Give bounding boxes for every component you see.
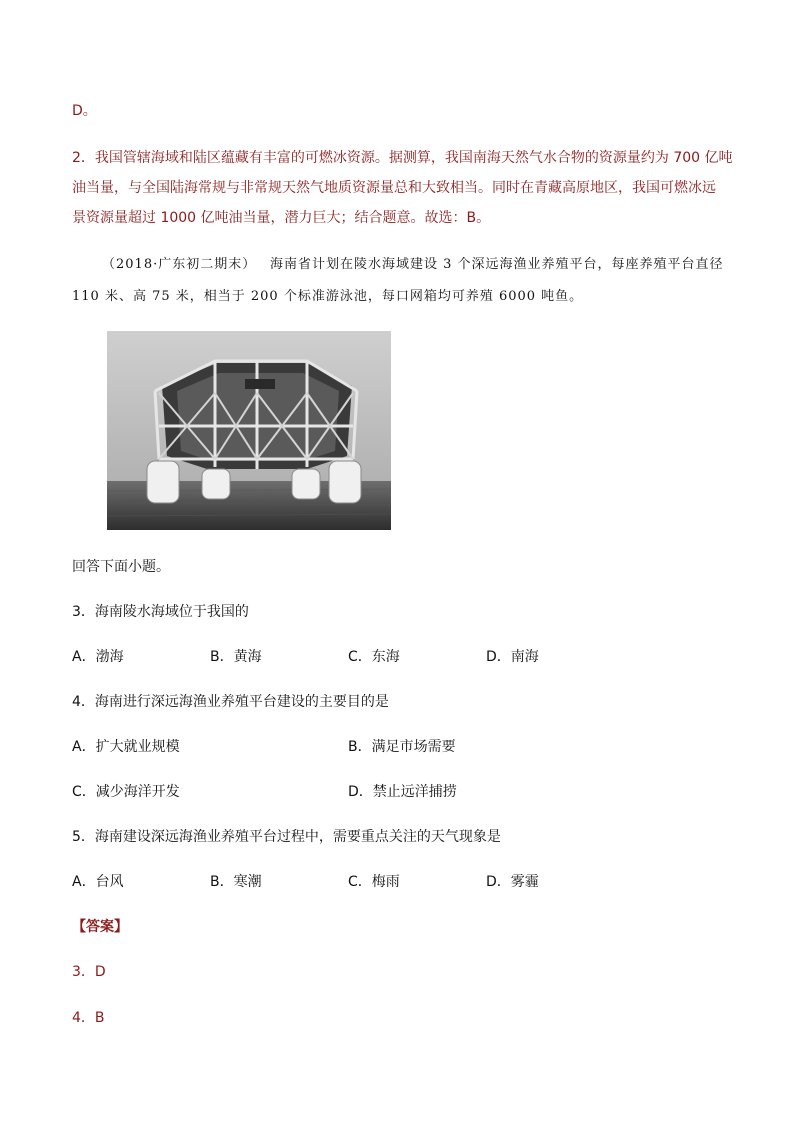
question-5-option-a: A．台风 — [72, 874, 124, 890]
question-3-option-a: A．渤海 — [72, 649, 124, 665]
passage-line-1: 海南省计划在陵水海域建设 3 个深远海渔业养殖平台，每座养殖平台直径 — [270, 257, 724, 272]
question-4-option-c: C．减少海洋开发 — [72, 784, 180, 800]
question-3-option-b: B．黄海 — [210, 649, 262, 665]
q2-answer-line-1: 2．我国管辖海域和陆区蕴藏有丰富的可燃冰资源。据测算，我国南海天然气水合物的资源量约为 700 亿吨 — [72, 150, 733, 166]
question-4-option-a: A．扩大就业规模 — [72, 739, 180, 755]
question-5-stem: 5．海南建设深远海渔业养殖平台过程中，需要重点关注的天气现象是 — [72, 829, 501, 845]
question-4-stem: 4．海南进行深远海渔业养殖平台建设的主要目的是 — [72, 694, 389, 710]
question-4-option-d: D．禁止远洋捕捞 — [348, 784, 457, 800]
question-4-option-b: B．满足市场需要 — [348, 739, 456, 755]
question-3-stem: 3．海南陵水海域位于我国的 — [72, 604, 249, 620]
question-3-option-c: C．东海 — [348, 649, 400, 665]
answer-heading: 【答案】 — [72, 919, 128, 935]
answer-item-3: 3．D — [72, 964, 106, 980]
question-5-option-d: D．雾霾 — [486, 874, 539, 890]
passage-line-2: 110 米、高 75 米，相当于 200 个标准游泳池，每口网箱均可养殖 6000 吨鱼。 — [72, 289, 584, 304]
question-3-option-d: D．南海 — [486, 649, 539, 665]
answer-item-4: 4．B — [72, 1010, 105, 1026]
instruction: 回答下面小题。 — [72, 559, 170, 575]
prev-answer-tail: D。 — [72, 103, 97, 119]
aquaculture-platform-photo — [107, 331, 391, 530]
question-5-option-c: C．梅雨 — [348, 874, 400, 890]
question-5-option-b: B．寒潮 — [210, 874, 262, 890]
q2-answer-line-2: 油当量，与全国陆海常规与非常规天然气地质资源量总和大致相当。同时在青藏高原地区，我国可燃冰远 — [72, 180, 716, 196]
passage-source: （2018·广东初二期末） — [102, 257, 257, 272]
q2-answer-line-3: 景资源量超过 1000 亿吨油当量，潜力巨大；结合题意。故选：B。 — [72, 210, 491, 226]
